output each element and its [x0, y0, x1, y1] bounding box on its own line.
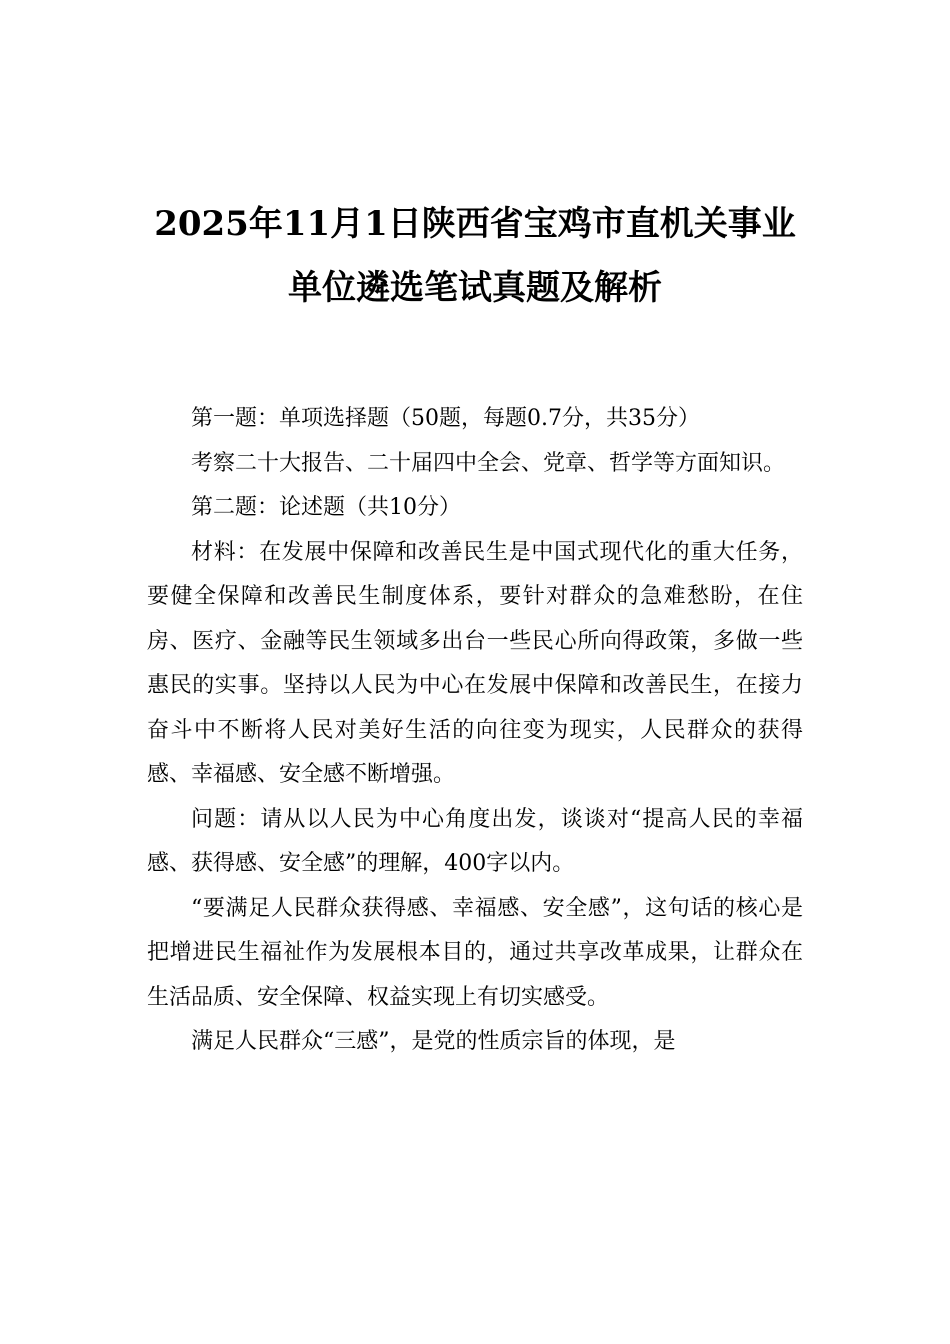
paragraph-answer-2: 满足人民群众“三感”，是党的性质宗旨的体现，是: [191, 1029, 676, 1054]
document-body: [147, 397, 803, 1065]
paragraph-material: 材料：在发展中保障和改善民生是中国式现代化的重大任务，要健全保障和改善民生制度体系，要针对群众的急难愁盼，在住房、医疗、金融等民生领域多出台一些民心所向得政策，多做一些惠民的实事。坚持以人民为中心在发展中保障和改善民生，在接力奋斗中不断将人民对美好生活的向往变为现实，人民群众的获得感、幸福感、安全感不断增强。: [147, 539, 803, 787]
document-title: [120, 192, 830, 320]
paragraph-question-2-heading: 第二题：论述题（共10分）: [191, 495, 461, 520]
paragraph-question-1-scope: 考察二十大报告、二十届四中全会、党章、哲学等方面知识。: [191, 450, 786, 476]
title-line-1: 2025年11月1日陕西省宝鸡市直机关事业: [154, 204, 796, 244]
paragraph-answer-1: “要满足人民群众获得感、幸福感、安全感”，这句话的核心是把增进民生福祉作为发展根本目的，通过共享改革成果，让群众在生活品质、安全保障、权益实现上有切实感受。: [147, 895, 803, 1010]
paragraph-question-1-heading: 第一题：单项选择题（50题，每题0.7分，共35分）: [191, 406, 700, 431]
title-line-2: 单位遴选笔试真题及解析: [288, 268, 662, 308]
paragraph-question-prompt: 问题：请从以人民为中心角度出发，谈谈对“提高人民的幸福感、获得感、安全感”的理解，400字以内。: [147, 806, 803, 876]
